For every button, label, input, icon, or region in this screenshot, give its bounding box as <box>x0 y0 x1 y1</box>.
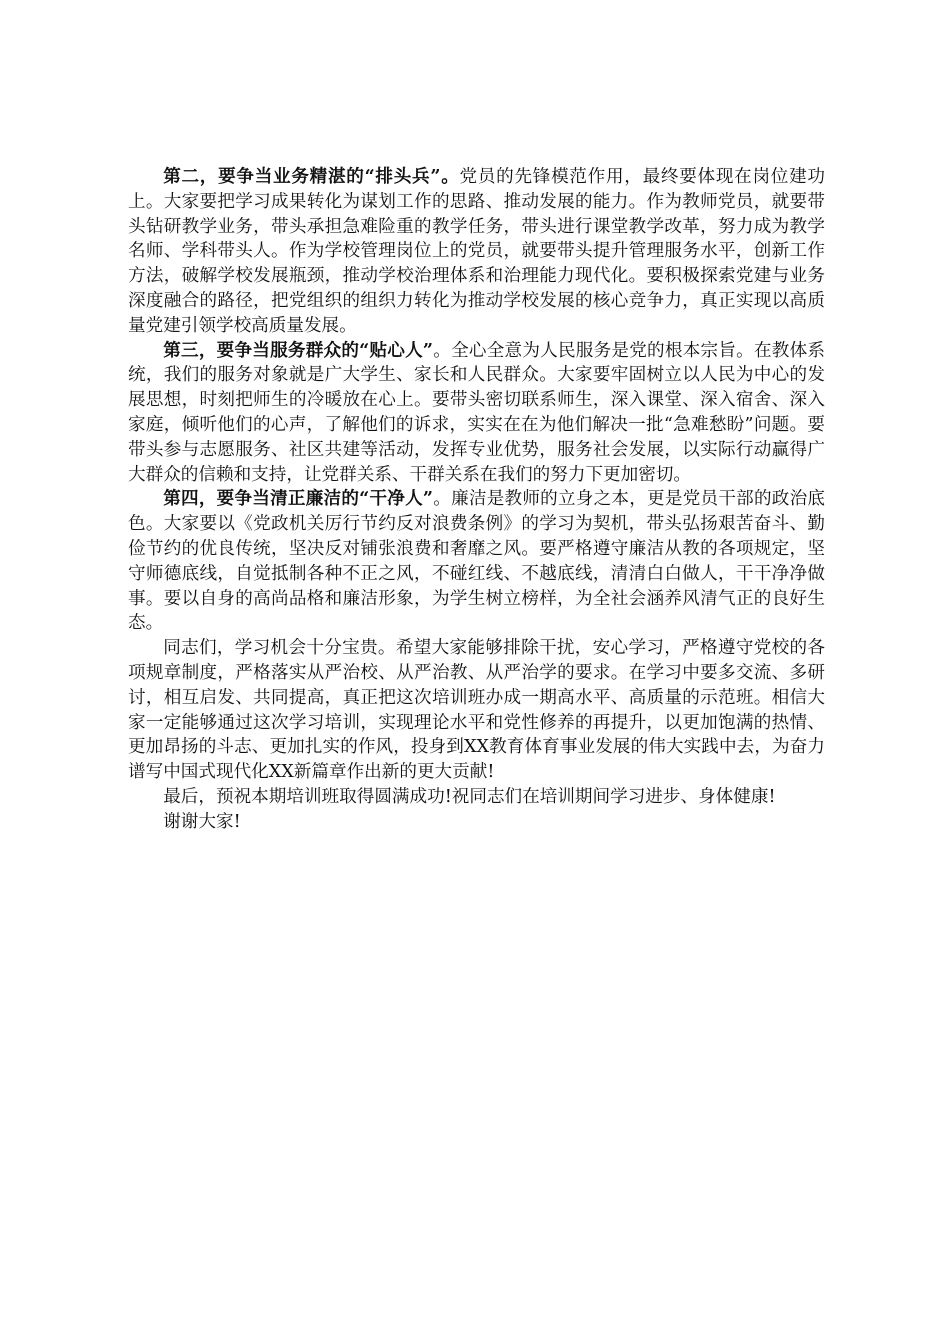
paragraph-text: 。廉洁是教师的立身之本，更是党员干部的政治底色。大家要以《党政机关厉行节约反对浪费条例》的学习为契机，带头弘扬艰苦奋斗、勤俭节约的优良传统，坚决反对铺张浪费和奢靡之风。要严格遵守廉洁从教的各项规定，坚守师德底线，自觉抵制各种不正之风，不碰红线、不越底线，清清白白做人，干干净净做事。要以自身的高尚品格和廉洁形象，为学生树立榜样，为全社会涵养风清气正的良好生态。 <box>128 489 825 634</box>
paragraph-text: 。全心全意为人民服务是党的根本宗旨。在教体系统，我们的服务对象就是广大学生、家长和人民群众。大家要牢固树立以人民为中心的发展思想，时刻把师生的冷暖放在心上。要带头密切联系师生，深入课堂、深入宿舍、深入家庭，倾听他们的心声，了解他们的诉求，实实在在为他们解决一批“急难愁盼”问题。要带头参与志愿服务、社区共建等活动，发挥专业优势，服务社会发展，以实际行动赢得广大群众的信赖和支持，让党群关系、干群关系在我们的努力下更加密切。 <box>128 340 825 485</box>
paragraph-text: 谢谢大家! <box>163 811 241 832</box>
paragraph-comrades <box>128 636 825 785</box>
paragraph-fourth <box>128 487 825 636</box>
paragraph-closing-wish <box>128 785 825 810</box>
paragraph-second <box>128 165 825 339</box>
paragraph-text: 同志们，学习机会十分宝贵。希望大家能够排除干扰，安心学习，严格遵守党校的各项规章制度，严格落实从严治校、从严治教、从严治学的要求。在学习中要多交流、多研讨，相互启发、共同提高，真正把这次培训班办成一期高水平、高质量的示范班。相信大家一定能够通过这次学习培训，实现理论水平和党性修养的再提升，以更加饱满的热情、更加昂扬的斗志、更加扎实的作风，投身到XX教育体育事业发展的伟大实践中去，为奋力谱写中国式现代化XX新篇章作出新的更大贡献! <box>128 638 825 783</box>
paragraph-text: 党员的先锋模范作用，最终要体现在岗位建功上。大家要把学习成果转化为谋划工作的思路、推动发展的能力。作为教师党员，就要带头钻研教学业务，带头承担急难险重的教学任务，带头进行课堂教学改革，努力成为教学名师、学科带头人。作为学校管理岗位上的党员，就要带头提升管理服务水平，创新工作方法，破解学校发展瓶颈，推动学校治理体系和治理能力现代化。要积极探索党建与业务深度融合的路径，把党组织的组织力转化为推动学校发展的核心竞争力，真正实现以高质量党建引领学校高质量发展。 <box>128 167 825 336</box>
document-body <box>128 165 825 835</box>
paragraph-text: 最后，预祝本期培训班取得圆满成功!祝同志们在培训期间学习进步、身体健康! <box>163 786 776 807</box>
paragraph-thanks <box>128 810 825 835</box>
paragraph-third <box>128 339 825 488</box>
paragraph-heading: 第三，要争当服务群众的“贴心人” <box>163 339 434 361</box>
paragraph-heading: 第四，要争当清正廉洁的“干净人” <box>163 488 434 510</box>
paragraph-heading: 第二，要争当业务精湛的“排头兵”。 <box>163 166 460 187</box>
